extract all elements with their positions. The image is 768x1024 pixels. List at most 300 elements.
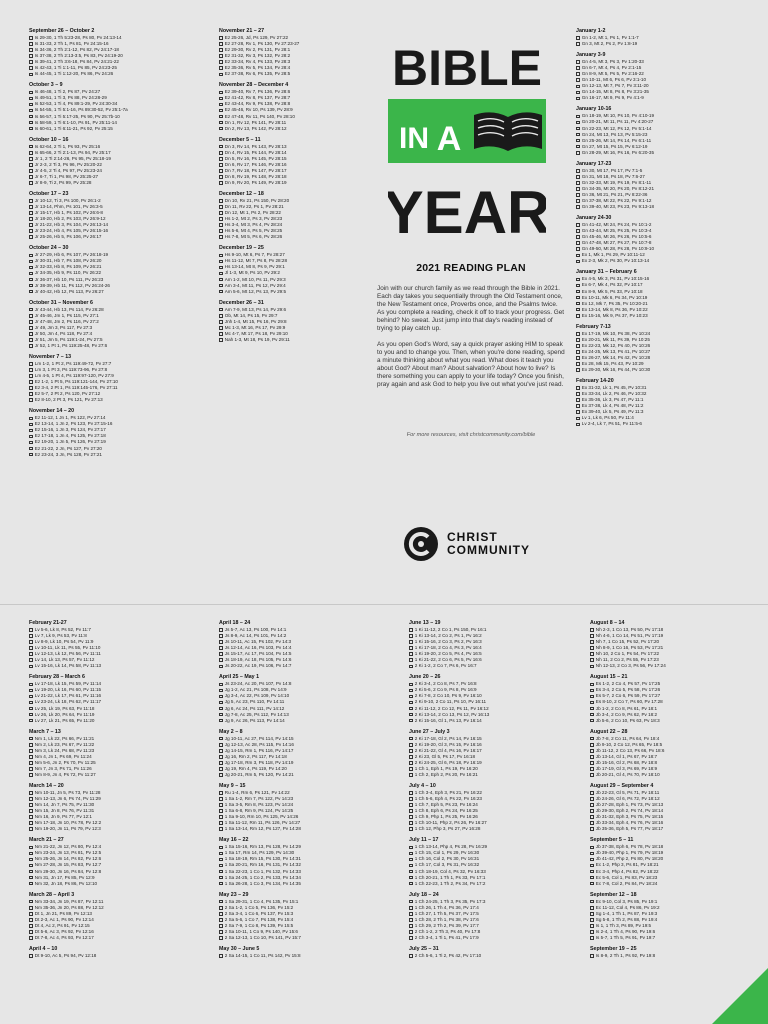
reading-checkbox[interactable]	[219, 821, 223, 825]
reading-checkbox[interactable]	[29, 701, 33, 705]
reading-checkbox[interactable]	[29, 658, 33, 662]
reading-checkbox[interactable]	[219, 864, 223, 868]
reading-checkbox[interactable]	[219, 876, 223, 880]
reading-checkbox[interactable]	[29, 423, 33, 427]
reading-checkbox[interactable]	[219, 924, 223, 928]
reading-checkbox[interactable]	[29, 447, 33, 451]
reading-checkbox[interactable]	[29, 755, 33, 759]
reading-checkbox[interactable]	[219, 115, 223, 119]
reading-checkbox[interactable]	[219, 755, 223, 759]
reading-checkbox[interactable]	[409, 707, 413, 711]
reading-checkbox[interactable]	[576, 350, 580, 354]
reading-checkbox[interactable]	[576, 344, 580, 348]
reading-checkbox[interactable]	[590, 852, 594, 856]
reading-checkbox[interactable]	[590, 646, 594, 650]
reading-checkbox[interactable]	[590, 803, 594, 807]
reading-checkbox[interactable]	[29, 646, 33, 650]
reading-checkbox[interactable]	[409, 852, 413, 856]
reading-checkbox[interactable]	[29, 797, 33, 801]
reading-checkbox[interactable]	[576, 127, 580, 131]
reading-checkbox[interactable]	[576, 199, 580, 203]
reading-checkbox[interactable]	[219, 930, 223, 934]
reading-checkbox[interactable]	[409, 640, 413, 644]
reading-checkbox[interactable]	[29, 912, 33, 916]
reading-checkbox[interactable]	[590, 870, 594, 874]
reading-checkbox[interactable]	[29, 683, 33, 687]
reading-checkbox[interactable]	[29, 199, 33, 203]
reading-checkbox[interactable]	[219, 175, 223, 179]
reading-checkbox[interactable]	[219, 646, 223, 650]
reading-checkbox[interactable]	[576, 175, 580, 179]
reading-checkbox[interactable]	[590, 701, 594, 705]
reading-checkbox[interactable]	[219, 109, 223, 113]
reading-checkbox[interactable]	[576, 187, 580, 191]
reading-checkbox[interactable]	[219, 912, 223, 916]
reading-checkbox[interactable]	[29, 91, 33, 95]
reading-checkbox[interactable]	[590, 882, 594, 886]
reading-checkbox[interactable]	[29, 368, 33, 372]
reading-checkbox[interactable]	[576, 404, 580, 408]
reading-checkbox[interactable]	[409, 930, 413, 934]
reading-checkbox[interactable]	[29, 821, 33, 825]
reading-checkbox[interactable]	[29, 36, 33, 40]
reading-checkbox[interactable]	[576, 386, 580, 390]
reading-checkbox[interactable]	[409, 773, 413, 777]
reading-checkbox[interactable]	[29, 918, 33, 922]
reading-checkbox[interactable]	[219, 797, 223, 801]
reading-checkbox[interactable]	[576, 145, 580, 149]
reading-checkbox[interactable]	[29, 815, 33, 819]
reading-checkbox[interactable]	[29, 392, 33, 396]
reading-checkbox[interactable]	[219, 211, 223, 215]
reading-checkbox[interactable]	[29, 767, 33, 771]
reading-checkbox[interactable]	[409, 652, 413, 656]
reading-checkbox[interactable]	[219, 827, 223, 831]
reading-checkbox[interactable]	[576, 362, 580, 366]
reading-checkbox[interactable]	[590, 864, 594, 868]
reading-checkbox[interactable]	[590, 821, 594, 825]
reading-checkbox[interactable]	[29, 223, 33, 227]
reading-checkbox[interactable]	[219, 791, 223, 795]
reading-checkbox[interactable]	[29, 743, 33, 747]
reading-checkbox[interactable]	[576, 78, 580, 82]
reading-checkbox[interactable]	[219, 314, 223, 318]
reading-checkbox[interactable]	[576, 296, 580, 300]
reading-checkbox[interactable]	[590, 930, 594, 934]
reading-checkbox[interactable]	[29, 169, 33, 173]
reading-checkbox[interactable]	[29, 54, 33, 58]
reading-checkbox[interactable]	[29, 181, 33, 185]
reading-checkbox[interactable]	[219, 743, 223, 747]
reading-checkbox[interactable]	[219, 121, 223, 125]
reading-checkbox[interactable]	[29, 157, 33, 161]
reading-checkbox[interactable]	[576, 247, 580, 251]
reading-checkbox[interactable]	[576, 417, 580, 421]
reading-checkbox[interactable]	[219, 658, 223, 662]
reading-checkbox[interactable]	[590, 628, 594, 632]
reading-checkbox[interactable]	[219, 229, 223, 233]
reading-checkbox[interactable]	[219, 737, 223, 741]
reading-checkbox[interactable]	[409, 683, 413, 687]
reading-checkbox[interactable]	[29, 713, 33, 717]
reading-checkbox[interactable]	[576, 36, 580, 40]
reading-checkbox[interactable]	[590, 749, 594, 753]
reading-checkbox[interactable]	[29, 652, 33, 656]
reading-checkbox[interactable]	[219, 936, 223, 940]
reading-checkbox[interactable]	[219, 918, 223, 922]
reading-checkbox[interactable]	[590, 846, 594, 850]
reading-checkbox[interactable]	[409, 906, 413, 910]
reading-checkbox[interactable]	[590, 827, 594, 831]
reading-checkbox[interactable]	[29, 689, 33, 693]
reading-checkbox[interactable]	[576, 356, 580, 360]
reading-checkbox[interactable]	[590, 809, 594, 813]
reading-checkbox[interactable]	[576, 121, 580, 125]
reading-checkbox[interactable]	[590, 695, 594, 699]
reading-checkbox[interactable]	[29, 145, 33, 149]
reading-checkbox[interactable]	[409, 749, 413, 753]
reading-checkbox[interactable]	[219, 308, 223, 312]
reading-checkbox[interactable]	[29, 229, 33, 233]
reading-checkbox[interactable]	[219, 326, 223, 330]
reading-checkbox[interactable]	[576, 290, 580, 294]
reading-checkbox[interactable]	[29, 175, 33, 179]
reading-checkbox[interactable]	[29, 876, 33, 880]
reading-checkbox[interactable]	[219, 181, 223, 185]
reading-checkbox[interactable]	[590, 767, 594, 771]
reading-checkbox[interactable]	[219, 73, 223, 77]
reading-checkbox[interactable]	[219, 815, 223, 819]
reading-checkbox[interactable]	[219, 870, 223, 874]
reading-checkbox[interactable]	[409, 882, 413, 886]
reading-checkbox[interactable]	[576, 332, 580, 336]
reading-checkbox[interactable]	[219, 217, 223, 221]
reading-checkbox[interactable]	[409, 864, 413, 868]
reading-checkbox[interactable]	[590, 743, 594, 747]
reading-checkbox[interactable]	[29, 386, 33, 390]
reading-checkbox[interactable]	[29, 665, 33, 669]
reading-checkbox[interactable]	[590, 858, 594, 862]
reading-checkbox[interactable]	[219, 223, 223, 227]
reading-checkbox[interactable]	[409, 634, 413, 638]
reading-checkbox[interactable]	[219, 60, 223, 64]
reading-checkbox[interactable]	[29, 320, 33, 324]
reading-checkbox[interactable]	[590, 658, 594, 662]
reading-checkbox[interactable]	[219, 749, 223, 753]
reading-checkbox[interactable]	[29, 930, 33, 934]
reading-checkbox[interactable]	[29, 707, 33, 711]
reading-checkbox[interactable]	[576, 398, 580, 402]
reading-checkbox[interactable]	[29, 314, 33, 318]
reading-checkbox[interactable]	[29, 211, 33, 215]
reading-checkbox[interactable]	[29, 73, 33, 77]
reading-checkbox[interactable]	[29, 900, 33, 904]
reading-checkbox[interactable]	[409, 701, 413, 705]
reading-checkbox[interactable]	[29, 374, 33, 378]
reading-checkbox[interactable]	[576, 42, 580, 46]
reading-checkbox[interactable]	[576, 302, 580, 306]
reading-checkbox[interactable]	[219, 54, 223, 58]
reading-checkbox[interactable]	[576, 97, 580, 101]
reading-checkbox[interactable]	[409, 791, 413, 795]
reading-checkbox[interactable]	[219, 773, 223, 777]
reading-checkbox[interactable]	[590, 707, 594, 711]
reading-checkbox[interactable]	[219, 272, 223, 276]
reading-checkbox[interactable]	[29, 103, 33, 107]
reading-checkbox[interactable]	[576, 338, 580, 342]
reading-checkbox[interactable]	[29, 115, 33, 119]
reading-checkbox[interactable]	[29, 308, 33, 312]
reading-checkbox[interactable]	[576, 223, 580, 227]
reading-checkbox[interactable]	[409, 713, 413, 717]
reading-checkbox[interactable]	[219, 103, 223, 107]
reading-checkbox[interactable]	[590, 876, 594, 880]
reading-checkbox[interactable]	[219, 954, 223, 958]
reading-checkbox[interactable]	[219, 127, 223, 131]
reading-checkbox[interactable]	[409, 743, 413, 747]
reading-checkbox[interactable]	[29, 634, 33, 638]
reading-checkbox[interactable]	[590, 936, 594, 940]
reading-checkbox[interactable]	[29, 362, 33, 366]
reading-checkbox[interactable]	[409, 646, 413, 650]
reading-checkbox[interactable]	[219, 761, 223, 765]
reading-checkbox[interactable]	[219, 48, 223, 52]
reading-checkbox[interactable]	[29, 852, 33, 856]
reading-checkbox[interactable]	[29, 278, 33, 282]
reading-checkbox[interactable]	[590, 815, 594, 819]
reading-checkbox[interactable]	[409, 846, 413, 850]
reading-checkbox[interactable]	[219, 290, 223, 294]
reading-checkbox[interactable]	[576, 314, 580, 318]
reading-checkbox[interactable]	[590, 737, 594, 741]
reading-checkbox[interactable]	[576, 85, 580, 89]
reading-checkbox[interactable]	[219, 266, 223, 270]
reading-checkbox[interactable]	[576, 229, 580, 233]
reading-checkbox[interactable]	[29, 858, 33, 862]
reading-checkbox[interactable]	[576, 139, 580, 143]
reading-checkbox[interactable]	[409, 815, 413, 819]
reading-checkbox[interactable]	[409, 689, 413, 693]
reading-checkbox[interactable]	[29, 235, 33, 239]
reading-checkbox[interactable]	[409, 737, 413, 741]
reading-checkbox[interactable]	[576, 308, 580, 312]
reading-checkbox[interactable]	[409, 954, 413, 958]
reading-checkbox[interactable]	[29, 453, 33, 457]
reading-checkbox[interactable]	[29, 441, 33, 445]
reading-checkbox[interactable]	[219, 628, 223, 632]
reading-checkbox[interactable]	[576, 133, 580, 137]
reading-checkbox[interactable]	[219, 145, 223, 149]
reading-checkbox[interactable]	[219, 91, 223, 95]
reading-checkbox[interactable]	[590, 954, 594, 958]
reading-checkbox[interactable]	[29, 151, 33, 155]
reading-checkbox[interactable]	[29, 870, 33, 874]
reading-checkbox[interactable]	[576, 72, 580, 76]
reading-checkbox[interactable]	[590, 761, 594, 765]
reading-checkbox[interactable]	[576, 241, 580, 245]
reading-checkbox[interactable]	[29, 60, 33, 64]
reading-checkbox[interactable]	[219, 858, 223, 862]
reading-checkbox[interactable]	[409, 900, 413, 904]
reading-checkbox[interactable]	[590, 683, 594, 687]
reading-checkbox[interactable]	[29, 254, 33, 258]
reading-checkbox[interactable]	[219, 235, 223, 239]
reading-checkbox[interactable]	[409, 827, 413, 831]
reading-checkbox[interactable]	[576, 60, 580, 64]
reading-checkbox[interactable]	[29, 284, 33, 288]
reading-checkbox[interactable]	[29, 97, 33, 101]
reading-checkbox[interactable]	[29, 882, 33, 886]
reading-checkbox[interactable]	[29, 906, 33, 910]
reading-checkbox[interactable]	[409, 918, 413, 922]
reading-checkbox[interactable]	[29, 737, 33, 741]
reading-checkbox[interactable]	[409, 809, 413, 813]
reading-checkbox[interactable]	[590, 900, 594, 904]
reading-checkbox[interactable]	[590, 906, 594, 910]
reading-checkbox[interactable]	[590, 634, 594, 638]
reading-checkbox[interactable]	[590, 791, 594, 795]
reading-checkbox[interactable]	[590, 797, 594, 801]
reading-checkbox[interactable]	[219, 338, 223, 342]
reading-checkbox[interactable]	[219, 803, 223, 807]
reading-checkbox[interactable]	[29, 344, 33, 348]
reading-checkbox[interactable]	[219, 640, 223, 644]
reading-checkbox[interactable]	[409, 797, 413, 801]
reading-checkbox[interactable]	[409, 761, 413, 765]
reading-checkbox[interactable]	[219, 713, 223, 717]
reading-checkbox[interactable]	[29, 380, 33, 384]
reading-checkbox[interactable]	[219, 665, 223, 669]
reading-checkbox[interactable]	[29, 695, 33, 699]
reading-checkbox[interactable]	[29, 791, 33, 795]
reading-checkbox[interactable]	[576, 423, 580, 427]
reading-checkbox[interactable]	[219, 169, 223, 173]
reading-checkbox[interactable]	[29, 121, 33, 125]
reading-checkbox[interactable]	[29, 936, 33, 940]
reading-checkbox[interactable]	[219, 689, 223, 693]
reading-checkbox[interactable]	[29, 803, 33, 807]
reading-checkbox[interactable]	[409, 936, 413, 940]
reading-checkbox[interactable]	[576, 284, 580, 288]
reading-checkbox[interactable]	[409, 628, 413, 632]
reading-checkbox[interactable]	[219, 809, 223, 813]
reading-checkbox[interactable]	[409, 821, 413, 825]
reading-checkbox[interactable]	[576, 169, 580, 173]
reading-checkbox[interactable]	[576, 254, 580, 258]
reading-checkbox[interactable]	[29, 338, 33, 342]
reading-checkbox[interactable]	[29, 954, 33, 958]
reading-checkbox[interactable]	[590, 912, 594, 916]
reading-checkbox[interactable]	[29, 127, 33, 131]
reading-checkbox[interactable]	[29, 429, 33, 433]
reading-checkbox[interactable]	[409, 719, 413, 723]
reading-checkbox[interactable]	[219, 320, 223, 324]
reading-checkbox[interactable]	[219, 97, 223, 101]
reading-checkbox[interactable]	[219, 278, 223, 282]
reading-checkbox[interactable]	[576, 151, 580, 155]
reading-checkbox[interactable]	[29, 332, 33, 336]
reading-checkbox[interactable]	[29, 48, 33, 52]
reading-checkbox[interactable]	[576, 181, 580, 185]
reading-checkbox[interactable]	[219, 695, 223, 699]
reading-checkbox[interactable]	[29, 290, 33, 294]
reading-checkbox[interactable]	[29, 66, 33, 70]
reading-checkbox[interactable]	[29, 846, 33, 850]
reading-checkbox[interactable]	[29, 864, 33, 868]
reading-checkbox[interactable]	[590, 665, 594, 669]
reading-checkbox[interactable]	[409, 912, 413, 916]
reading-checkbox[interactable]	[590, 719, 594, 723]
reading-checkbox[interactable]	[576, 278, 580, 282]
reading-checkbox[interactable]	[219, 852, 223, 856]
reading-checkbox[interactable]	[409, 858, 413, 862]
reading-checkbox[interactable]	[409, 803, 413, 807]
reading-checkbox[interactable]	[576, 392, 580, 396]
reading-checkbox[interactable]	[29, 260, 33, 264]
reading-checkbox[interactable]	[219, 66, 223, 70]
reading-checkbox[interactable]	[219, 260, 223, 264]
reading-checkbox[interactable]	[219, 151, 223, 155]
reading-checkbox[interactable]	[219, 42, 223, 46]
reading-checkbox[interactable]	[576, 66, 580, 70]
reading-checkbox[interactable]	[576, 205, 580, 209]
reading-checkbox[interactable]	[219, 163, 223, 167]
reading-checkbox[interactable]	[219, 767, 223, 771]
reading-checkbox[interactable]	[29, 719, 33, 723]
reading-checkbox[interactable]	[29, 827, 33, 831]
reading-checkbox[interactable]	[590, 689, 594, 693]
reading-checkbox[interactable]	[29, 266, 33, 270]
reading-checkbox[interactable]	[29, 163, 33, 167]
reading-checkbox[interactable]	[29, 761, 33, 765]
reading-checkbox[interactable]	[29, 640, 33, 644]
reading-checkbox[interactable]	[409, 870, 413, 874]
reading-checkbox[interactable]	[29, 417, 33, 421]
reading-checkbox[interactable]	[219, 205, 223, 209]
reading-checkbox[interactable]	[29, 42, 33, 46]
reading-checkbox[interactable]	[219, 707, 223, 711]
reading-checkbox[interactable]	[29, 749, 33, 753]
reading-checkbox[interactable]	[29, 809, 33, 813]
reading-checkbox[interactable]	[590, 924, 594, 928]
reading-checkbox[interactable]	[590, 755, 594, 759]
reading-checkbox[interactable]	[219, 719, 223, 723]
reading-checkbox[interactable]	[219, 652, 223, 656]
reading-checkbox[interactable]	[219, 882, 223, 886]
reading-checkbox[interactable]	[29, 773, 33, 777]
reading-checkbox[interactable]	[576, 368, 580, 372]
reading-checkbox[interactable]	[219, 284, 223, 288]
reading-checkbox[interactable]	[29, 398, 33, 402]
reading-checkbox[interactable]	[590, 640, 594, 644]
reading-checkbox[interactable]	[29, 205, 33, 209]
reading-checkbox[interactable]	[219, 846, 223, 850]
reading-checkbox[interactable]	[409, 755, 413, 759]
reading-checkbox[interactable]	[219, 900, 223, 904]
reading-checkbox[interactable]	[576, 235, 580, 239]
reading-checkbox[interactable]	[590, 773, 594, 777]
reading-checkbox[interactable]	[29, 628, 33, 632]
reading-checkbox[interactable]	[590, 652, 594, 656]
reading-checkbox[interactable]	[219, 634, 223, 638]
reading-checkbox[interactable]	[576, 115, 580, 119]
reading-checkbox[interactable]	[409, 767, 413, 771]
reading-checkbox[interactable]	[219, 683, 223, 687]
reading-checkbox[interactable]	[219, 906, 223, 910]
reading-checkbox[interactable]	[29, 109, 33, 113]
reading-checkbox[interactable]	[29, 924, 33, 928]
reading-checkbox[interactable]	[576, 193, 580, 197]
